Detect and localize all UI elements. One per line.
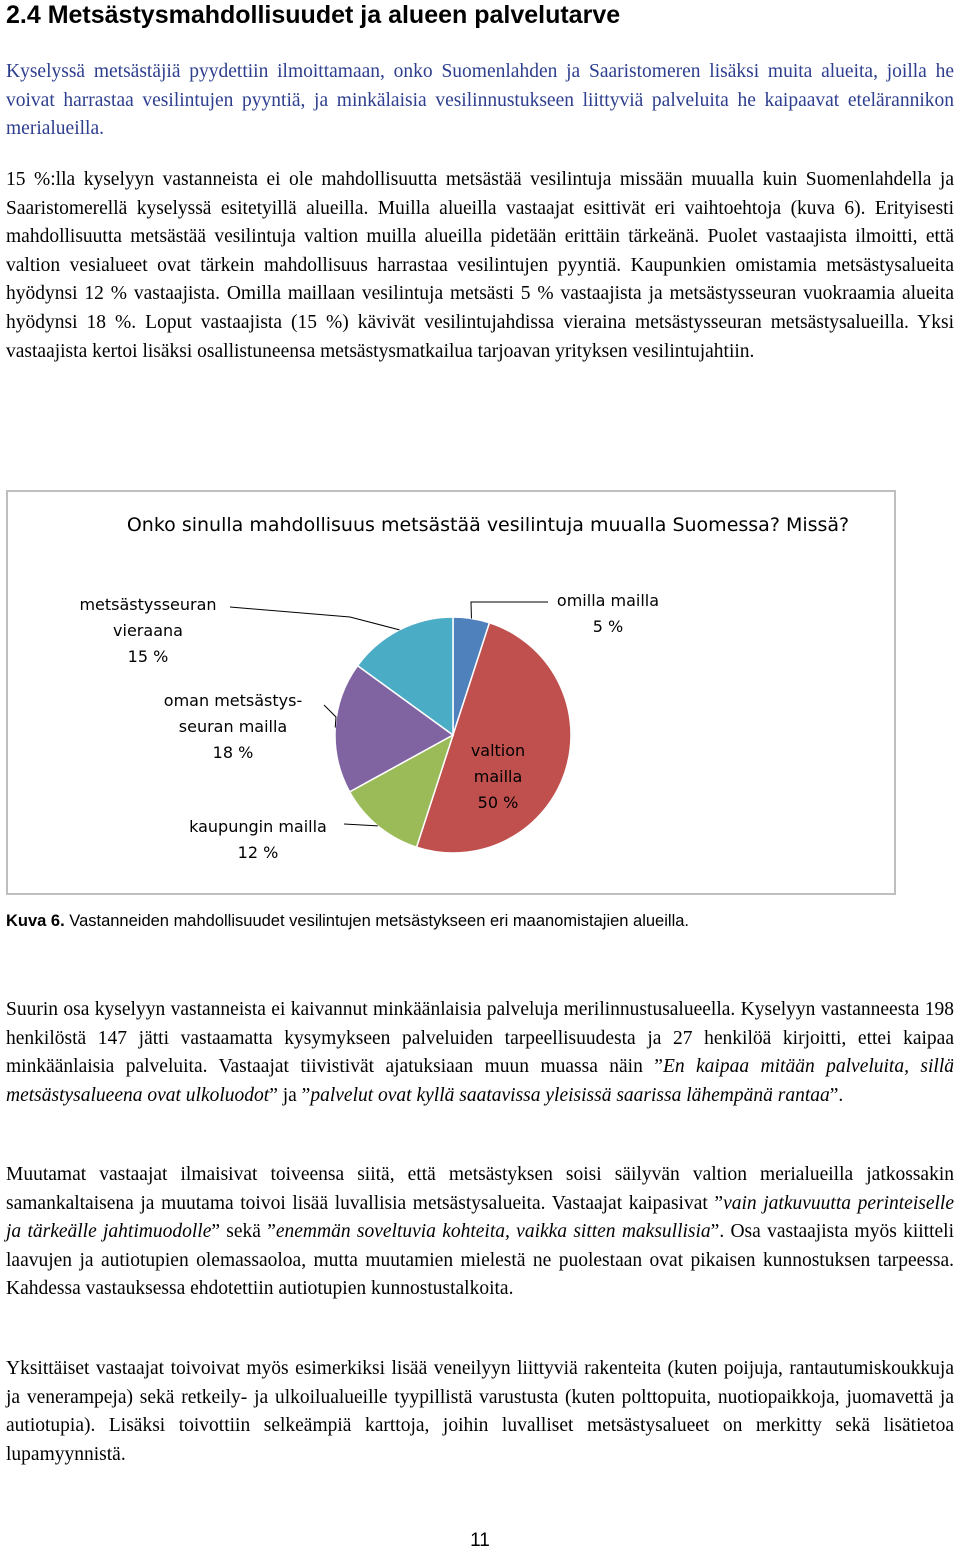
intro-paragraph (6, 58, 954, 144)
services-paragraph (6, 996, 954, 1110)
wishes-quote-2: enemmän soveltuvia kohteita, vaikka sitten maksullisia (275, 1221, 711, 1243)
caption-label: Kuva 6. (6, 912, 65, 930)
pie-chart (8, 492, 898, 897)
wishes-quote-1: vain jatkuvuutta perinteiselle ja tärkeälle jahtimuodolle (6, 1192, 954, 1243)
wishes-text-a: Muutamat vastaajat ilmaisivat toiveensa siitä, että metsästyksen soisi säilyvän valtion merialueilla jatkossakin samankaltaisena ja muutama toivoi lisää luvallisia metsästysalueita. Vastaajat kaipasivat ” (6, 1164, 954, 1214)
figure-caption (6, 910, 689, 932)
services-text-c: ”. (829, 1084, 844, 1106)
pie-label-4: metsästysseuran vieraana 15 % (79, 595, 217, 666)
pie-label-3: oman metsästys- seuran mailla 18 % (163, 691, 303, 762)
caption-text: Vastanneiden mahdollisuudet vesilintujen metsästykseen eri maanomistajien alueilla. (64, 912, 689, 930)
services-text-b: ” ja ” (269, 1084, 311, 1106)
section-heading: 2.4 Metsästysmahdollisuudet ja alueen palvelutarve (6, 1, 621, 29)
chart-title: Onko sinulla mahdollisuus metsästää vesilintuja muualla Suomessa? Missä? (126, 514, 850, 536)
services-quote-1: En kaipaa mitään palveluita, sillä metsästysalueena ovat ulkoluodot (6, 1056, 954, 1106)
pie-leader-line-3 (324, 705, 336, 728)
page-number: 11 (470, 1530, 490, 1551)
wishes-text-b: ” sekä ” (211, 1221, 276, 1243)
pie-label-0: omilla mailla 5 % (556, 591, 660, 636)
wishes-text-c: ”. Osa vastaajista myös kiitteli laavujen ja autiotupien olemassaoloa, mutta muutamien mielestä ne puolestaan ovat pikaisen kunnostuksen tarpeessa. Kahdessa vastauksessa ehdotettiin autiotupien kunnostustalkoita. (6, 1221, 955, 1300)
results-paragraph: 15 %:lla kyselyyn vastanneista ei ole mahdollisuutta metsästää vesilintuja missään muualla kuin Suomenlahdella ja Saaristomerellä kyselyssä esitetyillä alueilla. Muilla alueilla vastaajat esittivät eri vaihtoehtoja (kuva 6). Erityisesti mahdollisuutta metsästää vesilintuja valtion muilla alueilla pidetään erittäin tärkeänä. Puolet vastaajista ilmoitti, että valtion vesialueet ovat tärkein mahdollisuus harrastaa vesilintujen pyyntiä. Kaupunkien omistamia metsästysalueita hyödynsi 12 % vastaajista. Omilla maillaan vesilintuja metsästi 5 % vastaajista ja metsästysseuran vuokraamia alueita hyödynsi 18 %. Loput vastaajista (15 %) kävivät vesilintujahdissa vieraina metsästysseuran metsästysalueilla. Yksi vastaajista kertoi lisäksi osallistuneensa metsästysmatkailua tarjoavan yrityksen vesilintujahtiin. (6, 169, 954, 362)
services-text-a: Suurin osa kyselyyn vastanneista ei kaivannut minkäänlaisia palveluja merilinnustusalueella. Kyselyyn vastanneesta 198 henkilöstä 147 jätti vastaamatta kysymykseen palveluiden tarpeellisuudesta ja 27 henkilöä kirjoitti, ettei kaipaa minkäänlaisia palveluita. Vastaajat tiivistivät ajatuksiaan muun muassa näin ” (6, 999, 954, 1078)
services-quote-2: palvelut ovat kyllä saatavissa yleisissä saarissa lähempänä rantaa (310, 1084, 830, 1106)
pie-leader-line-2 (344, 824, 378, 826)
individual-wishes-paragraph: Yksittäiset vastaajat toivoivat myös esimerkiksi lisää veneilyyn liittyviä rakenteita (kuten poijuja, rantautumiskoukkuja ja venerampeja) sekä retkeily- ja ulkoilualueille tyypillistä varustusta (kuten polttopuita, nuotiopaikkoja, juomavettä ja autiotupia). Lisäksi toivottiin selkeämpiä karttoja, joihin luvalliset metsästysalueet on merkitty sekä lisätietoa lupamyynnistä. (6, 1358, 954, 1465)
wishes-paragraph (6, 1161, 954, 1304)
pie-label-1: valtion mailla 50 % (470, 741, 526, 812)
pie-chart-figure (6, 490, 896, 895)
pie-leader-line-4 (230, 607, 399, 630)
intro-text: Kyselyssä metsästäjiä pyydettiin ilmoittamaan, onko Suomenlahden ja Saaristomeren lisäksi muita alueita, joilla he voivat harrastaa vesilintujen pyyntiä, ja minkälaisia vesilinnustukseen liittyviä palveluita he kaipaavat etelärannikon merialueilla. (6, 61, 954, 140)
pie-label-2: kaupungin mailla 12 % (189, 817, 327, 862)
